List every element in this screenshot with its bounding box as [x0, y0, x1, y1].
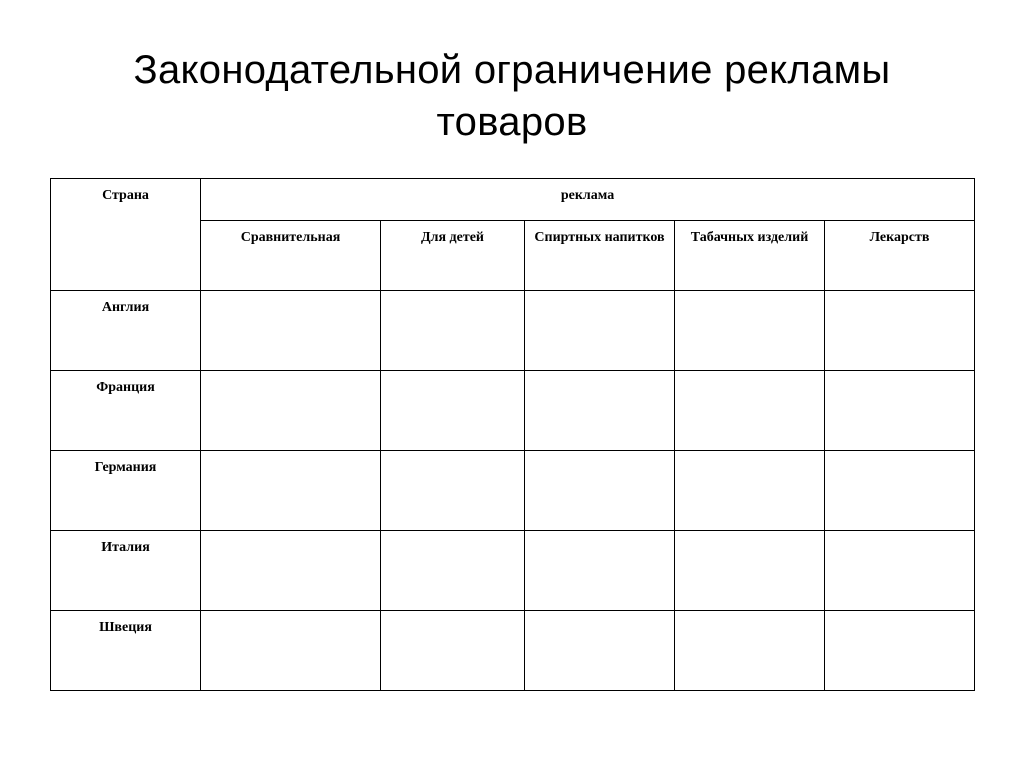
table-cell [525, 291, 675, 371]
row-label-england: Англия [51, 291, 201, 371]
table-cell [675, 531, 825, 611]
table-row [51, 531, 975, 611]
table-cell [675, 451, 825, 531]
table-cell [675, 371, 825, 451]
country-header-cell: Страна [51, 179, 201, 291]
table-cell [825, 611, 975, 691]
table-cell [201, 531, 381, 611]
row-label-france: Франция [51, 371, 201, 451]
column-header-alcohol: Спиртных напитков [525, 221, 675, 291]
table-cell [825, 451, 975, 531]
advertising-restrictions-table [50, 178, 975, 691]
table-row [51, 291, 975, 371]
advertising-group-header-cell: реклама [201, 179, 975, 221]
table-cell [825, 291, 975, 371]
column-header-children: Для детей [381, 221, 525, 291]
table-cell [381, 611, 525, 691]
table-cell [381, 451, 525, 531]
table-cell [525, 531, 675, 611]
table-header-row [51, 179, 975, 221]
table-row [51, 451, 975, 531]
table-cell [381, 371, 525, 451]
table-cell [381, 531, 525, 611]
table-cell [201, 371, 381, 451]
table-cell [201, 291, 381, 371]
row-label-italy: Италия [51, 531, 201, 611]
table-cell [525, 451, 675, 531]
table-cell [381, 291, 525, 371]
column-header-comparative: Сравнительная [201, 221, 381, 291]
table-row [51, 371, 975, 451]
table-cell [825, 371, 975, 451]
row-label-germany: Германия [51, 451, 201, 531]
table-cell [525, 371, 675, 451]
table-cell [201, 451, 381, 531]
table-cell [525, 611, 675, 691]
table-cell [201, 611, 381, 691]
table-row [51, 611, 975, 691]
table-cell [675, 611, 825, 691]
table-cell [675, 291, 825, 371]
column-header-tobacco: Табачных изделий [675, 221, 825, 291]
column-header-medicines: Лекарств [825, 221, 975, 291]
table-cell [825, 531, 975, 611]
slide-title: Законодательной ограничение рекламы товаров [133, 48, 891, 144]
row-label-sweden: Швеция [51, 611, 201, 691]
